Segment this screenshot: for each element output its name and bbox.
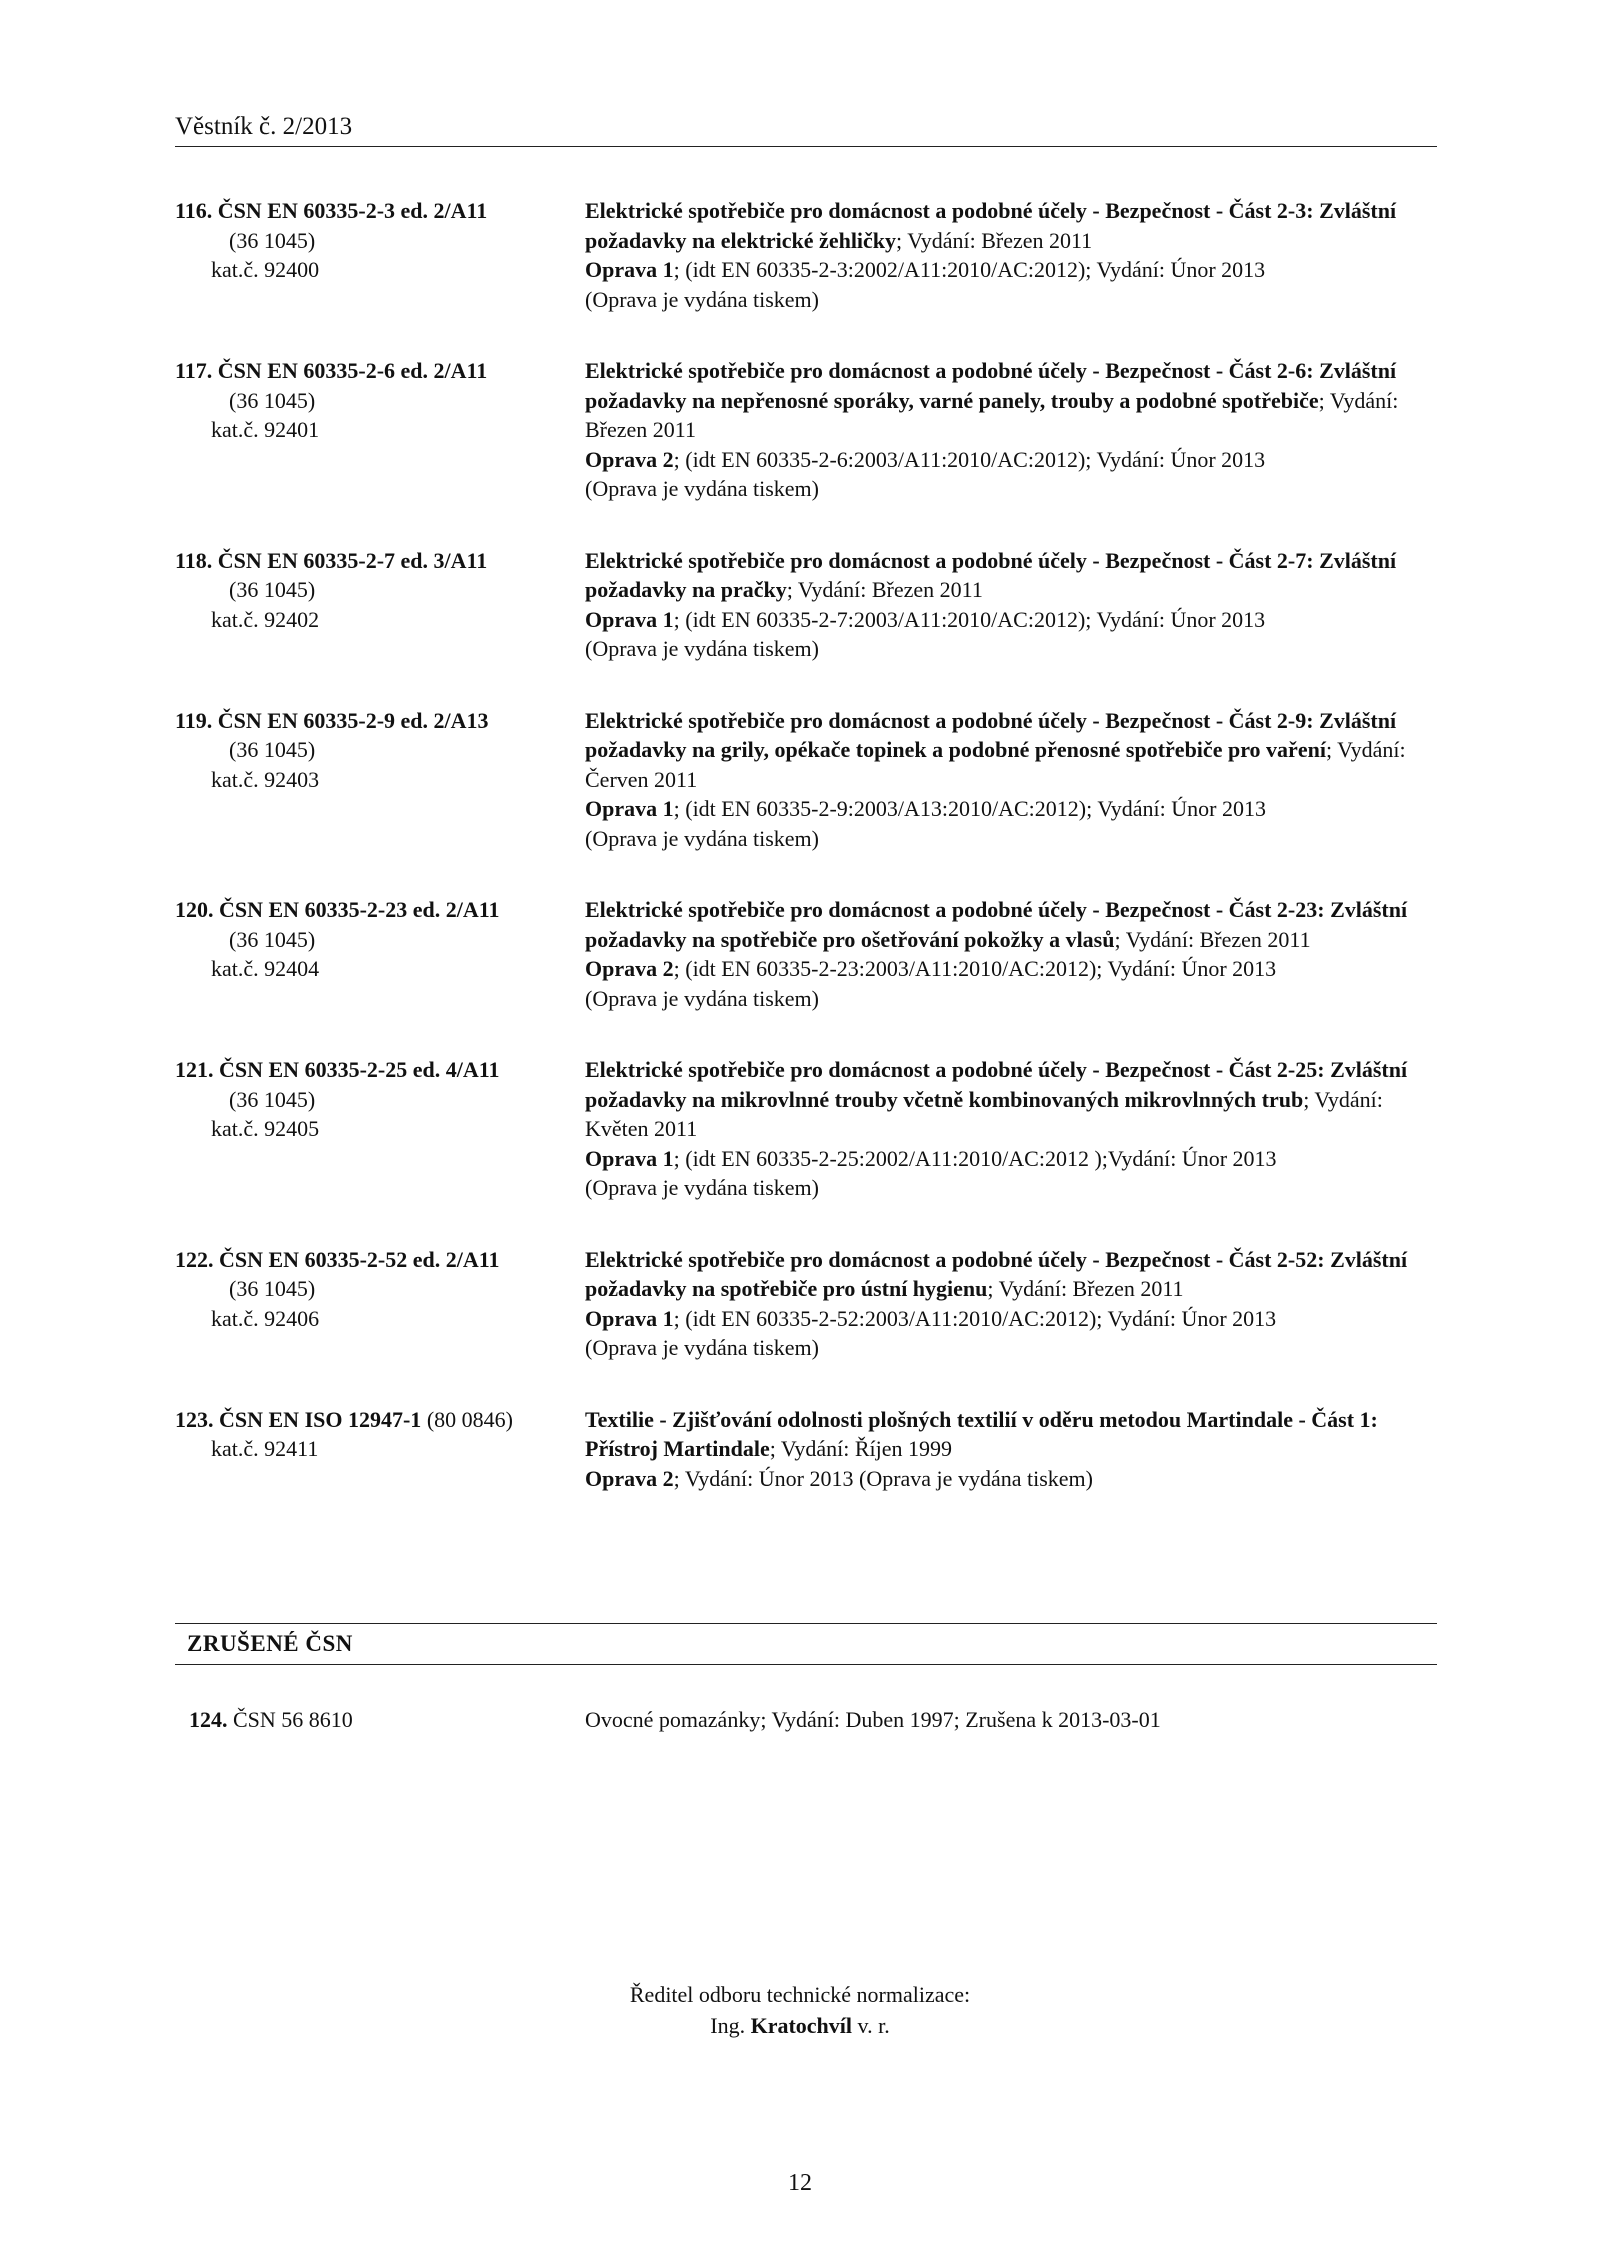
entry-issued: ; Vydání: Květen 2011 xyxy=(585,1086,1383,1141)
entry-oprava-text: ; (idt EN 60335-2-52:2003/A11:2010/AC:2012); Vydání: Únor 2013 xyxy=(673,1305,1277,1331)
entry-description xyxy=(585,895,1445,1013)
journal-title: Věstník č. 2/2013 xyxy=(175,113,353,140)
entry-issued: ; Vydání: Březen 2011 xyxy=(585,387,1399,442)
section-heading-canceled: ZRUŠENÉ ČSN xyxy=(175,1623,1437,1665)
entry-identifier xyxy=(175,706,585,854)
canceled-identifier xyxy=(189,1705,585,1735)
entry-oprava-text: ; (idt EN 60335-2-23:2003/A11:2010/AC:2012); Vydání: Únor 2013 xyxy=(673,956,1277,981)
entry-title: Elektrické spotřebiče pro domácnost a podobné účely - Bezpečnost - Část 2-23: Zvláštní požadavky na spotřebiče pro ošetřování pokožky a vlasů xyxy=(585,897,1408,952)
entry-code: ČSN EN 60335-2-3 ed. 2/A11 xyxy=(217,198,488,223)
canceled-entry xyxy=(189,1705,1429,1735)
entry-note: (Oprava je vydána tiskem) xyxy=(585,286,819,312)
entry-title: Elektrické spotřebiče pro domácnost a podobné účely - Bezpečnost - Část 2-9: Zvláštní požadavky na grily, opékače topinek a podobné přenosné spotřebiče pro vaření xyxy=(585,707,1397,762)
entry-identifier xyxy=(175,546,585,664)
signature-name: Kratochvíl xyxy=(750,2013,853,2038)
entry-identifier xyxy=(175,1055,585,1203)
entry-catalog: kat.č. 92406 xyxy=(211,1305,320,1331)
entry-class: (36 1045) xyxy=(229,227,316,253)
signature-prefix: Ing. xyxy=(710,2013,746,2038)
entry-number: 119. xyxy=(175,707,213,733)
entry-identifier xyxy=(175,196,585,314)
entry-title: Elektrické spotřebiče pro domácnost a podobné účely - Bezpečnost - Část 2-52: Zvláštní požadavky na spotřebiče pro ústní hygienu xyxy=(585,1246,1408,1301)
entry-number: 120. xyxy=(175,897,214,922)
standard-entry xyxy=(175,1245,1445,1363)
entry-number: 116. xyxy=(175,198,213,223)
entry-title: Elektrické spotřebiče pro domácnost a podobné účely - Bezpečnost - Část 2-25: Zvláštní požadavky na mikrovlnné trouby včetně kombinovaných mikrovlnných trub xyxy=(585,1057,1408,1112)
entry-issued: ; Vydání: Březen 2011 xyxy=(987,1276,1184,1301)
entry-description xyxy=(585,546,1445,664)
entry-title: Textilie - Zjišťování odolnosti plošných textilií v oděru metodou Martindale - Část 1: Přístroj Martindale xyxy=(585,1406,1378,1461)
entry-oprava-text: ; (idt EN 60335-2-6:2003/A11:2010/AC:2012); Vydání: Únor 2013 xyxy=(673,446,1266,472)
entry-issued: ; Vydání: Březen 2011 xyxy=(896,227,1093,253)
entry-oprava-label: Oprava 1 xyxy=(585,796,674,821)
standard-entry xyxy=(175,546,1445,664)
entry-catalog: kat.č. 92402 xyxy=(211,606,320,632)
entry-number: 122. xyxy=(175,1246,214,1272)
entry-catalog: kat.č. 92404 xyxy=(211,956,320,981)
entry-note: (Oprava je vydána tiskem) xyxy=(585,476,819,501)
entry-catalog: kat.č. 92401 xyxy=(211,417,320,442)
entry-description xyxy=(585,1245,1445,1363)
entry-class: (36 1045) xyxy=(229,1086,316,1112)
entry-oprava-text: ; (idt EN 60335-2-9:2003/A13:2010/AC:2012); Vydání: Únor 2013 xyxy=(673,796,1266,821)
standard-entry xyxy=(175,706,1445,854)
standard-entry xyxy=(175,196,1445,314)
signature-role: Ředitel odboru technické normalizace: xyxy=(629,1982,971,2007)
entry-note: (Oprava je vydána tiskem) xyxy=(585,825,819,851)
entry-oprava-label: Oprava 2 xyxy=(585,1465,674,1491)
signature-block xyxy=(600,1979,1000,2041)
entry-description xyxy=(585,1055,1445,1203)
entry-title: Elektrické spotřebiče pro domácnost a podobné účely - Bezpečnost - Část 2-7: Zvláštní požadavky na pračky xyxy=(585,547,1397,602)
entry-class: (80 0846) xyxy=(426,1406,513,1432)
entry-description xyxy=(585,356,1445,504)
entry-identifier xyxy=(175,356,585,504)
entry-note: (Oprava je vydána tiskem) xyxy=(585,985,819,1011)
entry-class: (36 1045) xyxy=(229,926,316,952)
entry-oprava-label: Oprava 1 xyxy=(585,1305,674,1331)
entry-number: 121. xyxy=(175,1057,214,1082)
entry-identifier xyxy=(175,895,585,1013)
entry-oprava-text: ; Vydání: Únor 2013 (Oprava je vydána tiskem) xyxy=(673,1465,1093,1491)
entry-catalog: kat.č. 92403 xyxy=(211,766,320,792)
entry-number: 118. xyxy=(175,547,213,573)
standard-entry xyxy=(175,1405,1445,1494)
entry-class: (36 1045) xyxy=(229,1276,316,1301)
entry-code: ČSN EN 60335-2-9 ed. 2/A13 xyxy=(217,707,489,733)
entry-note: (Oprava je vydána tiskem) xyxy=(585,1335,819,1360)
entry-oprava-label: Oprava 1 xyxy=(585,606,674,632)
entry-code: ČSN EN 60335-2-7 ed. 3/A11 xyxy=(217,547,488,573)
entry-identifier xyxy=(175,1405,585,1494)
entry-class: (36 1045) xyxy=(229,577,316,602)
entry-note: (Oprava je vydána tiskem) xyxy=(585,636,819,661)
entry-note: (Oprava je vydána tiskem) xyxy=(585,1175,819,1200)
entry-oprava-text: ; (idt EN 60335-2-3:2002/A11:2010/AC:2012); Vydání: Únor 2013 xyxy=(673,257,1266,282)
entry-issued: ; Vydání: Červen 2011 xyxy=(585,737,1406,792)
entry-title: Elektrické spotřebiče pro domácnost a podobné účely - Bezpečnost - Část 2-3: Zvláštní požadavky na elektrické žehličky xyxy=(585,198,1397,253)
entry-code: ČSN EN 60335-2-25 ed. 4/A11 xyxy=(219,1057,500,1082)
entry-title: Elektrické spotřebiče pro domácnost a podobné účely - Bezpečnost - Část 2-6: Zvláštní požadavky na nepřenosné sporáky, varné panely, trouby a podobné spotřebiče xyxy=(585,358,1397,413)
standard-entry xyxy=(175,895,1445,1013)
entry-class: (36 1045) xyxy=(229,387,316,413)
entry-number: 117. xyxy=(175,358,213,383)
entry-code: ČSN EN 60335-2-6 ed. 2/A11 xyxy=(217,358,488,383)
entry-oprava-label: Oprava 2 xyxy=(585,956,674,981)
canceled-code: ČSN 56 8610 xyxy=(233,1707,353,1732)
entry-number: 123. xyxy=(175,1406,214,1432)
canceled-number: 124. xyxy=(189,1707,228,1732)
standards-list xyxy=(175,196,1445,1535)
entry-oprava-label: Oprava 2 xyxy=(585,446,674,472)
entry-class: (36 1045) xyxy=(229,737,316,762)
canceled-text: Ovocné pomazánky; Vydání: Duben 1997; Zrušena k 2013-03-01 xyxy=(585,1707,1161,1732)
entry-oprava-text: ; (idt EN 60335-2-7:2003/A11:2010/AC:2012); Vydání: Únor 2013 xyxy=(673,606,1266,632)
standard-entry xyxy=(175,1055,1445,1203)
entry-issued: ; Vydání: Říjen 1999 xyxy=(769,1436,953,1461)
entry-catalog: kat.č. 92411 xyxy=(211,1436,319,1461)
entry-catalog: kat.č. 92400 xyxy=(211,257,320,282)
standard-entry xyxy=(175,356,1445,504)
entry-catalog: kat.č. 92405 xyxy=(211,1116,320,1141)
entry-oprava-text: ; (idt EN 60335-2-25:2002/A11:2010/AC:2012 );Vydání: Únor 2013 xyxy=(673,1145,1277,1171)
page-header xyxy=(175,112,1437,147)
signature-suffix: v. r. xyxy=(857,2013,890,2038)
entry-description xyxy=(585,706,1445,854)
entry-issued: ; Vydání: Březen 2011 xyxy=(1114,926,1311,952)
entry-code: ČSN EN ISO 12947-1 xyxy=(219,1406,422,1432)
entry-identifier xyxy=(175,1245,585,1363)
entry-oprava-label: Oprava 1 xyxy=(585,1145,674,1171)
entry-issued: ; Vydání: Březen 2011 xyxy=(786,577,983,602)
entry-oprava-label: Oprava 1 xyxy=(585,257,674,282)
entry-description xyxy=(585,196,1445,314)
page-number: 12 xyxy=(788,2170,812,2196)
entry-code: ČSN EN 60335-2-23 ed. 2/A11 xyxy=(219,897,500,922)
entry-code: ČSN EN 60335-2-52 ed. 2/A11 xyxy=(219,1246,500,1272)
entry-description xyxy=(585,1405,1445,1494)
